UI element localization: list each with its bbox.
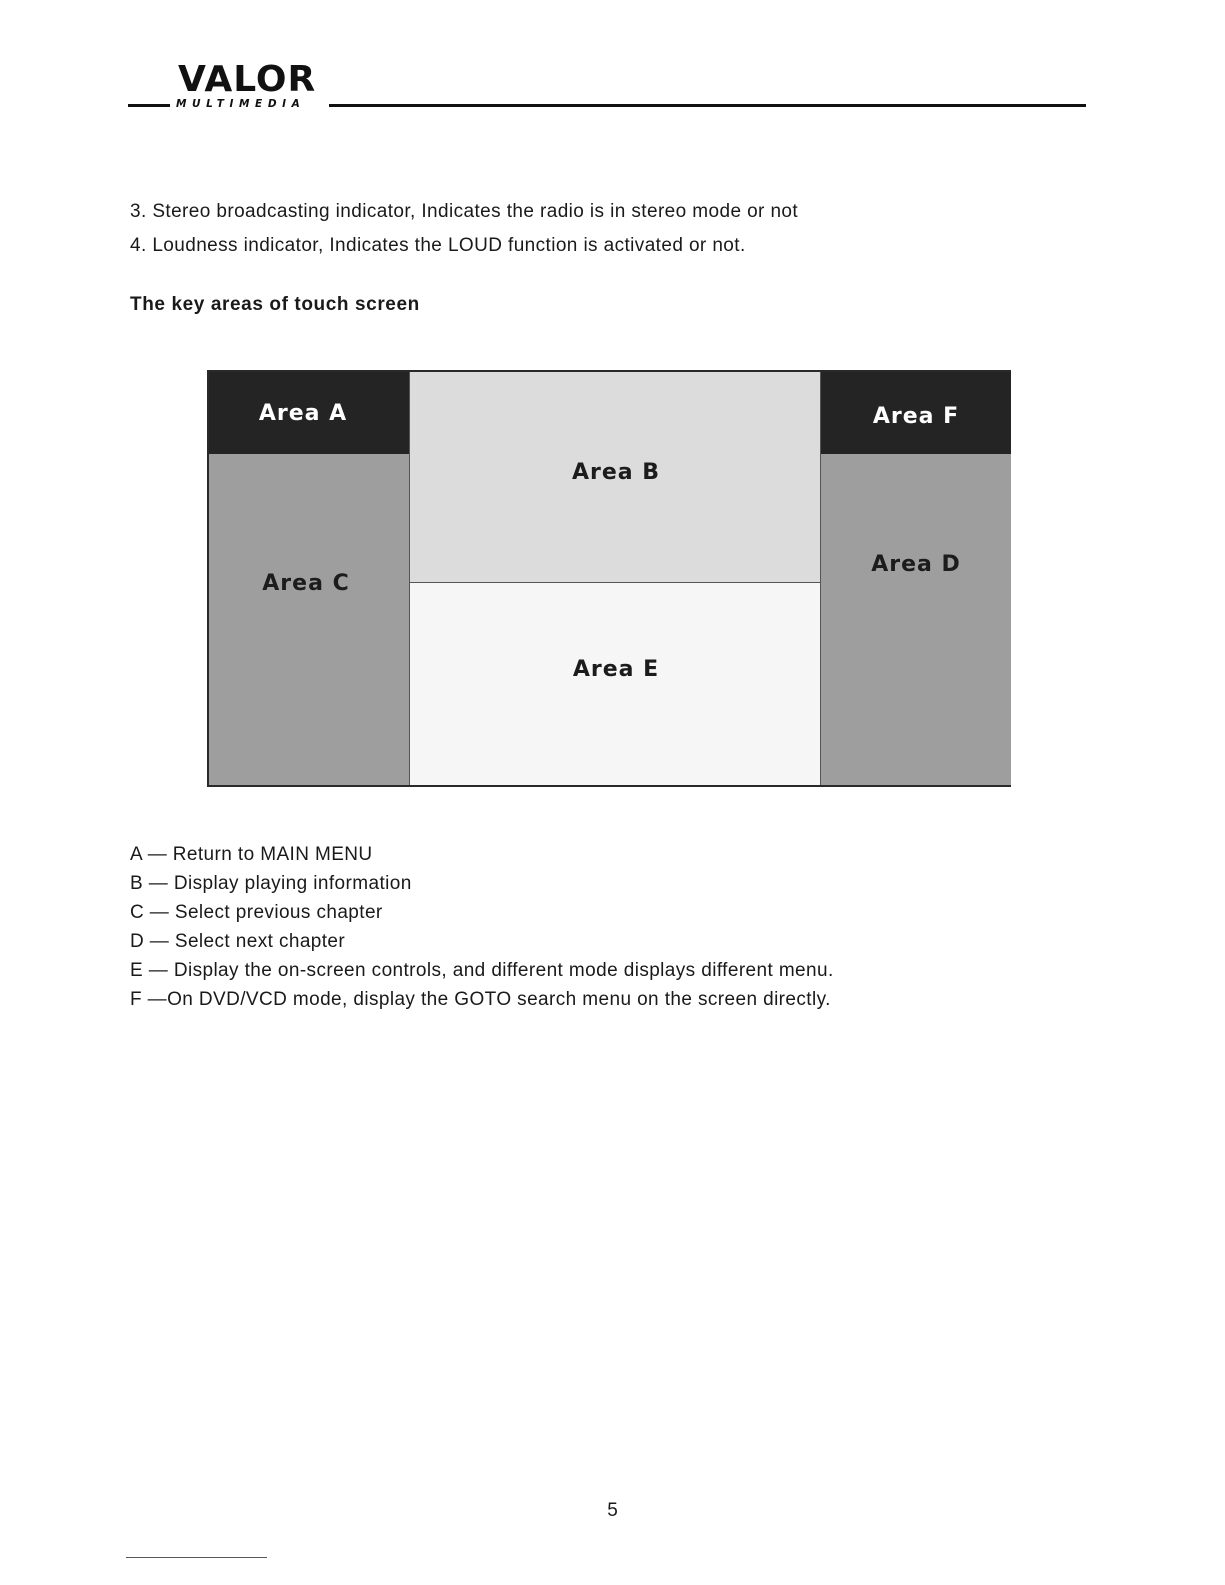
area-c (209, 454, 409, 785)
section-heading: The key areas of touch screen (130, 294, 420, 315)
footer-rule (126, 1557, 267, 1558)
legend-item-d: D — Select next chapter (130, 931, 346, 952)
legend-item-b: B — Display playing information (130, 873, 412, 894)
touch-screen-diagram (207, 370, 1011, 787)
area-b-label: Area B (571, 459, 661, 485)
area-e (409, 583, 821, 785)
area-d (821, 454, 1011, 785)
legend-item-f: F —On DVD/VCD mode, display the GOTO search menu on the screen directly. (130, 989, 831, 1010)
legend-item-c: C — Select previous chapter (130, 902, 383, 923)
area-f-label: Area F (872, 403, 960, 429)
area-a-label: Area A (258, 400, 348, 426)
area-b (409, 372, 821, 583)
intro-line-stereo: 3. Stereo broadcasting indicator, Indicates the radio is in stereo mode or not (130, 201, 799, 222)
area-f (821, 372, 1011, 454)
header-rule-right (329, 104, 1086, 107)
legend-item-e: E — Display the on-screen controls, and different mode displays different menu. (130, 960, 834, 981)
area-d-label: Area D (871, 552, 961, 577)
area-c-label: Area C (262, 571, 350, 596)
logo-wordmark: VALOR (178, 59, 317, 100)
intro-line-loudness: 4. Loudness indicator, Indicates the LOUD function is activated or not. (130, 235, 746, 256)
area-a (209, 372, 409, 454)
area-e-label: Area E (572, 656, 660, 682)
header-rule-left (128, 104, 170, 107)
logo-subtitle: MULTIMEDIA (176, 98, 306, 110)
page-number: 5 (607, 1500, 618, 1521)
legend-item-a: A — Return to MAIN MENU (130, 844, 373, 865)
area-legend (130, 840, 834, 1014)
